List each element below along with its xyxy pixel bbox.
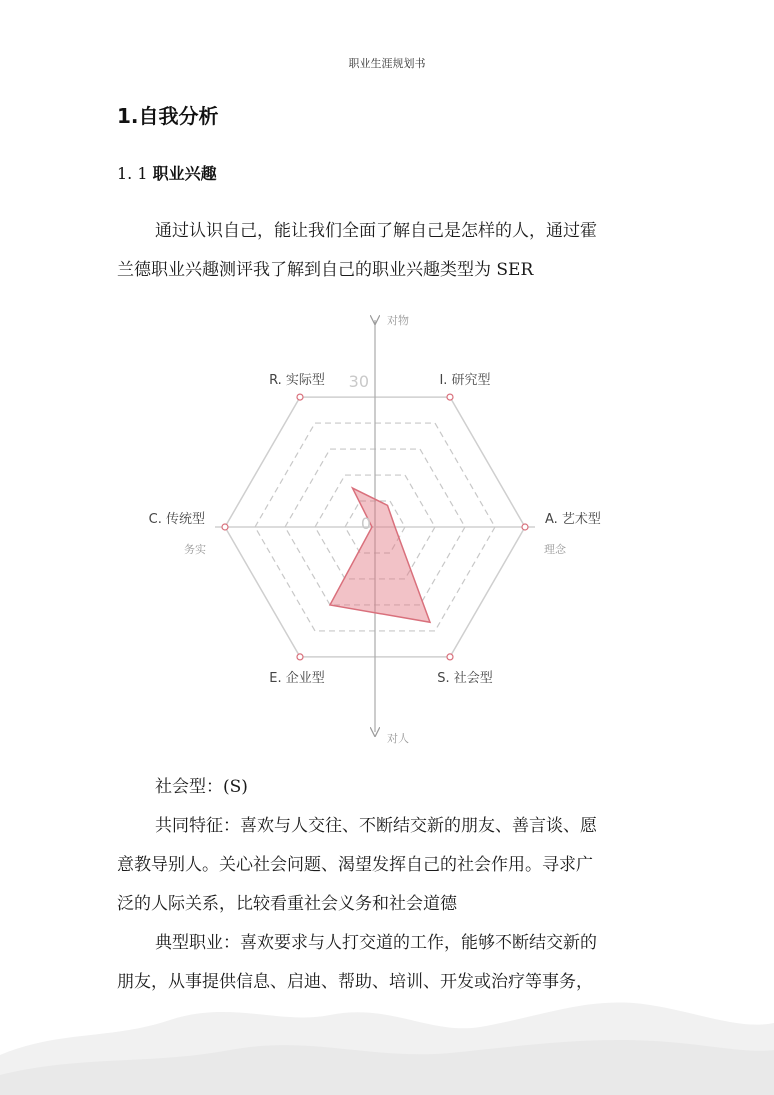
running-header: 职业生涯规划书: [348, 57, 426, 70]
intro-paragraph: [117, 212, 662, 290]
vertex-dot-e: [297, 654, 303, 660]
data-area: [330, 488, 430, 622]
jobs-line-1: 典型职业：喜欢要求与人打交道的工作，能够不断结交新的: [155, 933, 597, 953]
axis-label-s: S. 社会型: [437, 671, 493, 686]
vertex-dot-s: [447, 654, 453, 660]
vertex-dot-r: [297, 394, 303, 400]
vertex-dot-i: [447, 394, 453, 400]
traits-line-1: 共同特征：喜欢与人交往、不断结交新的朋友、善言谈、愿: [155, 816, 597, 836]
axis-label-i: I. 研究型: [439, 373, 491, 388]
direction-label-bottom: 对人: [387, 732, 409, 745]
intro-line-1: 通过认识自己，能让我们全面了解自己是怎样的人，通过霍: [155, 221, 597, 241]
axis-label-c: C. 传统型: [148, 512, 205, 527]
traits-line-2: 意教导别人。关心社会问题、渴望发挥自己的社会作用。寻求广: [117, 855, 593, 875]
jobs-line-2: 朋友，从事提供信息、启迪、帮助、培训、开发或治疗等事务，: [117, 972, 593, 992]
intro-line-2: 兰德职业兴趣测评我了解到自己的职业兴趣类型为 SER: [117, 260, 534, 280]
tick-label-zero: 0: [360, 514, 371, 533]
holland-radar-chart: [110, 300, 670, 760]
direction-label-top: 对物: [387, 314, 409, 327]
direction-label-right: 理念: [544, 543, 566, 556]
subsection-number: 1. 1: [117, 164, 148, 183]
direction-label-left: 务实: [184, 543, 206, 556]
vertex-dot-a: [522, 524, 528, 530]
mountain-watermark: [0, 935, 774, 1095]
social-type-heading: 社会型：(S): [155, 777, 248, 797]
axis-label-a: A. 艺术型: [545, 512, 601, 527]
vertex-dot-c: [222, 524, 228, 530]
axis-label-r: R. 实际型: [269, 373, 325, 388]
subsection-title: 职业兴趣: [152, 164, 217, 183]
traits-line-3: 泛的人际关系，比较看重社会义务和社会道德: [117, 894, 457, 914]
section-heading: 1.自我分析: [117, 104, 219, 128]
subsection-heading: [117, 161, 217, 184]
tick-label-max: 30: [348, 372, 369, 391]
axis-label-e: E. 企业型: [269, 671, 325, 686]
